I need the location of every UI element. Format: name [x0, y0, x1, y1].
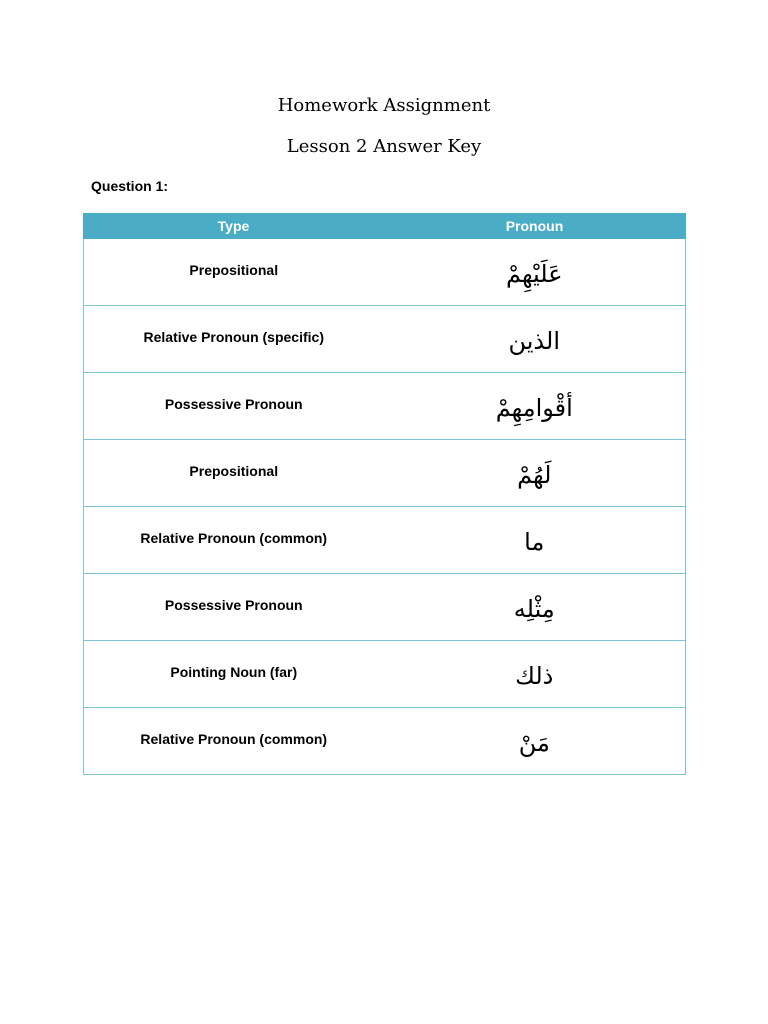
table-row: [84, 373, 686, 440]
pronoun-text: عَلَيْهِمْ: [505, 260, 563, 288]
type-cell: [84, 239, 384, 306]
type-cell: [84, 574, 384, 641]
table-row: [84, 306, 686, 373]
type-text: Possessive Pronoun: [164, 597, 303, 613]
header-pronoun: Pronoun: [384, 214, 686, 239]
pronoun-text: ذلك: [515, 662, 554, 690]
document-subtitle: Lesson 2 Answer Key: [286, 136, 482, 157]
table-row: [84, 574, 686, 641]
table-row: [84, 708, 686, 775]
type-cell: [84, 708, 384, 775]
table-row: [84, 641, 686, 708]
type-cell: [84, 440, 384, 507]
type-cell: [84, 507, 384, 574]
header-type: Type: [84, 214, 384, 239]
pronoun-text: ما: [524, 528, 545, 556]
pronoun-text: لَهُمْ: [517, 461, 552, 489]
type-cell: [84, 641, 384, 708]
document-title: Homework Assignment: [277, 95, 491, 116]
type-text: Prepositional: [189, 262, 279, 278]
type-text: Possessive Pronoun: [164, 396, 303, 412]
pronoun-cell: [384, 507, 686, 574]
answer-key-table: [83, 213, 686, 775]
table-row: [84, 239, 686, 306]
type-cell: [84, 373, 384, 440]
question-label: Question 1:: [91, 178, 169, 194]
type-text: Relative Pronoun (common): [140, 731, 328, 747]
type-text: Relative Pronoun (specific): [143, 329, 324, 345]
pronoun-cell: [384, 574, 686, 641]
type-text: Pointing Noun (far): [170, 664, 298, 680]
type-text: Prepositional: [189, 463, 279, 479]
type-text: Relative Pronoun (common): [140, 530, 328, 546]
pronoun-cell: [384, 641, 686, 708]
table-header-row: [84, 214, 686, 239]
pronoun-cell: [384, 373, 686, 440]
table-row: [84, 440, 686, 507]
pronoun-cell: [384, 440, 686, 507]
pronoun-text: مَنْ: [518, 729, 550, 757]
table-row: [84, 507, 686, 574]
pronoun-cell: [384, 306, 686, 373]
pronoun-text: مِثْلِه: [513, 595, 555, 623]
pronoun-cell: [384, 708, 686, 775]
pronoun-text: الذين: [508, 327, 561, 355]
type-cell: [84, 306, 384, 373]
pronoun-cell: [384, 239, 686, 306]
pronoun-text: أقْوامِهِمْ: [495, 394, 573, 422]
